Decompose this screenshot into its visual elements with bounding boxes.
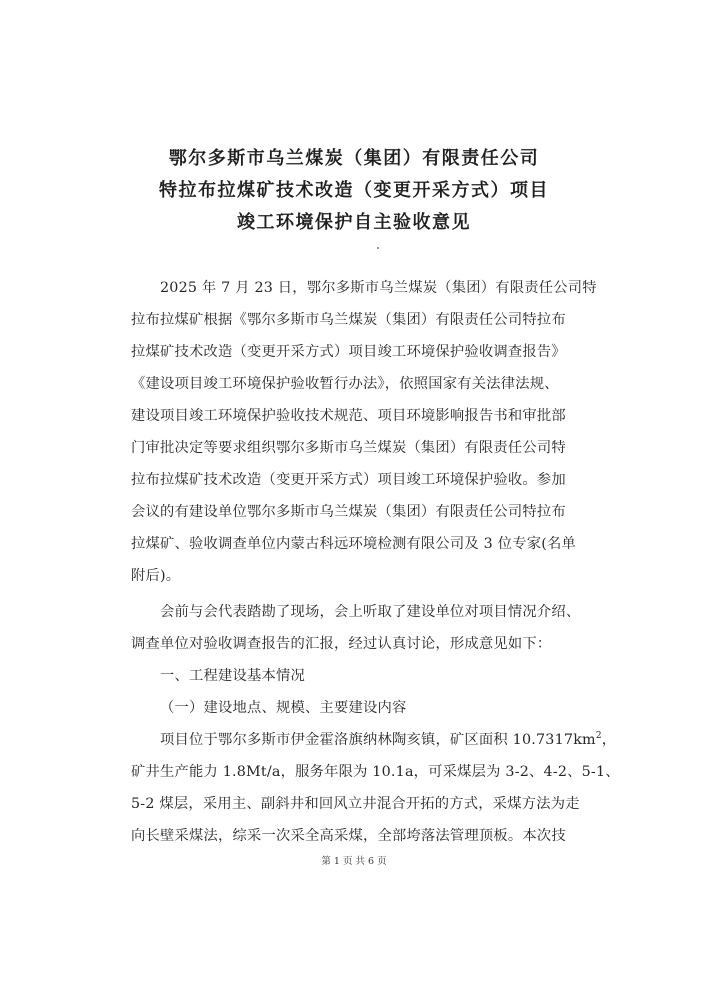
body-line-11: 会前与会代表踏勘了现场，会上听取了建设单位对项目情况介绍、: [160, 604, 581, 620]
document-title-line-3: 竣工环境保护自主验收意见: [237, 212, 471, 233]
area-text: 项目位于鄂尔多斯市伊金霍洛旗纳林陶亥镇，矿区面积 10.7317km: [160, 732, 596, 748]
body-line-2: 拉布拉煤矿根据《鄂尔多斯市乌兰煤炭（集团）有限责任公司特拉布: [131, 312, 566, 328]
body-line-5: 建设项目竣工环境保护验收技术规范、项目环境影响报告书和审批部: [131, 408, 566, 424]
area-suffix: ，: [601, 732, 617, 748]
body-line-16: 矿井生产能力 1.8Mt/a，服务年限为 10.1a，可采煤层为 3-2、4-2、5-1、: [131, 764, 620, 780]
scan-speck: [377, 247, 379, 249]
document-title-line-2: 特拉布拉煤矿技术改造（变更开采方式）项目: [159, 180, 549, 201]
body-line-6: 门审批决定等要求组织鄂尔多斯市乌兰煤炭（集团）有限责任公司特: [131, 440, 566, 456]
document-title-line-1: 鄂尔多斯市乌兰煤炭（集团）有限责任公司: [168, 148, 540, 169]
body-line-15: [160, 729, 616, 749]
body-line-9: 拉煤矿、验收调查单位内蒙古科远环境检测有限公司及 3 位专家(名单: [131, 536, 576, 552]
section-heading-1: 一、工程建设基本情况: [160, 668, 305, 684]
subsection-heading-1: （一）建设地点、规模、主要建设内容: [160, 700, 407, 716]
body-line-18: 向长壁采煤法，综采一次采全高采煤，全部垮落法管理顶板。本次技: [131, 828, 566, 844]
body-line-1: 2025 年 7 月 23 日，鄂尔多斯市乌兰煤炭（集团）有限责任公司特: [160, 280, 597, 296]
body-line-8: 会议的有建设单位鄂尔多斯市乌兰煤炭（集团）有限责任公司特拉布: [131, 504, 566, 520]
body-line-12: 调查单位对验收调查报告的汇报，经过认真讨论，形成意见如下：: [131, 636, 552, 652]
body-line-3: 拉煤矿技术改造（变更开采方式）项目竣工环境保护验收调查报告》: [131, 344, 566, 360]
body-line-7: 拉布拉煤矿技术改造（变更开采方式）项目竣工环境保护验收。参加: [131, 472, 566, 488]
body-line-17: 5-2 煤层，采用主、副斜井和回风立井混合开拓的方式，采煤方法为走: [131, 796, 580, 812]
page-footer: 第 1 页 共 6 页: [321, 856, 387, 867]
body-line-10: 附后)。: [131, 568, 181, 584]
area-superscript: 2: [595, 731, 602, 741]
body-line-4: 《建设项目竣工环境保护验收暂行办法》，依照国家有关法律法规、: [131, 376, 559, 392]
